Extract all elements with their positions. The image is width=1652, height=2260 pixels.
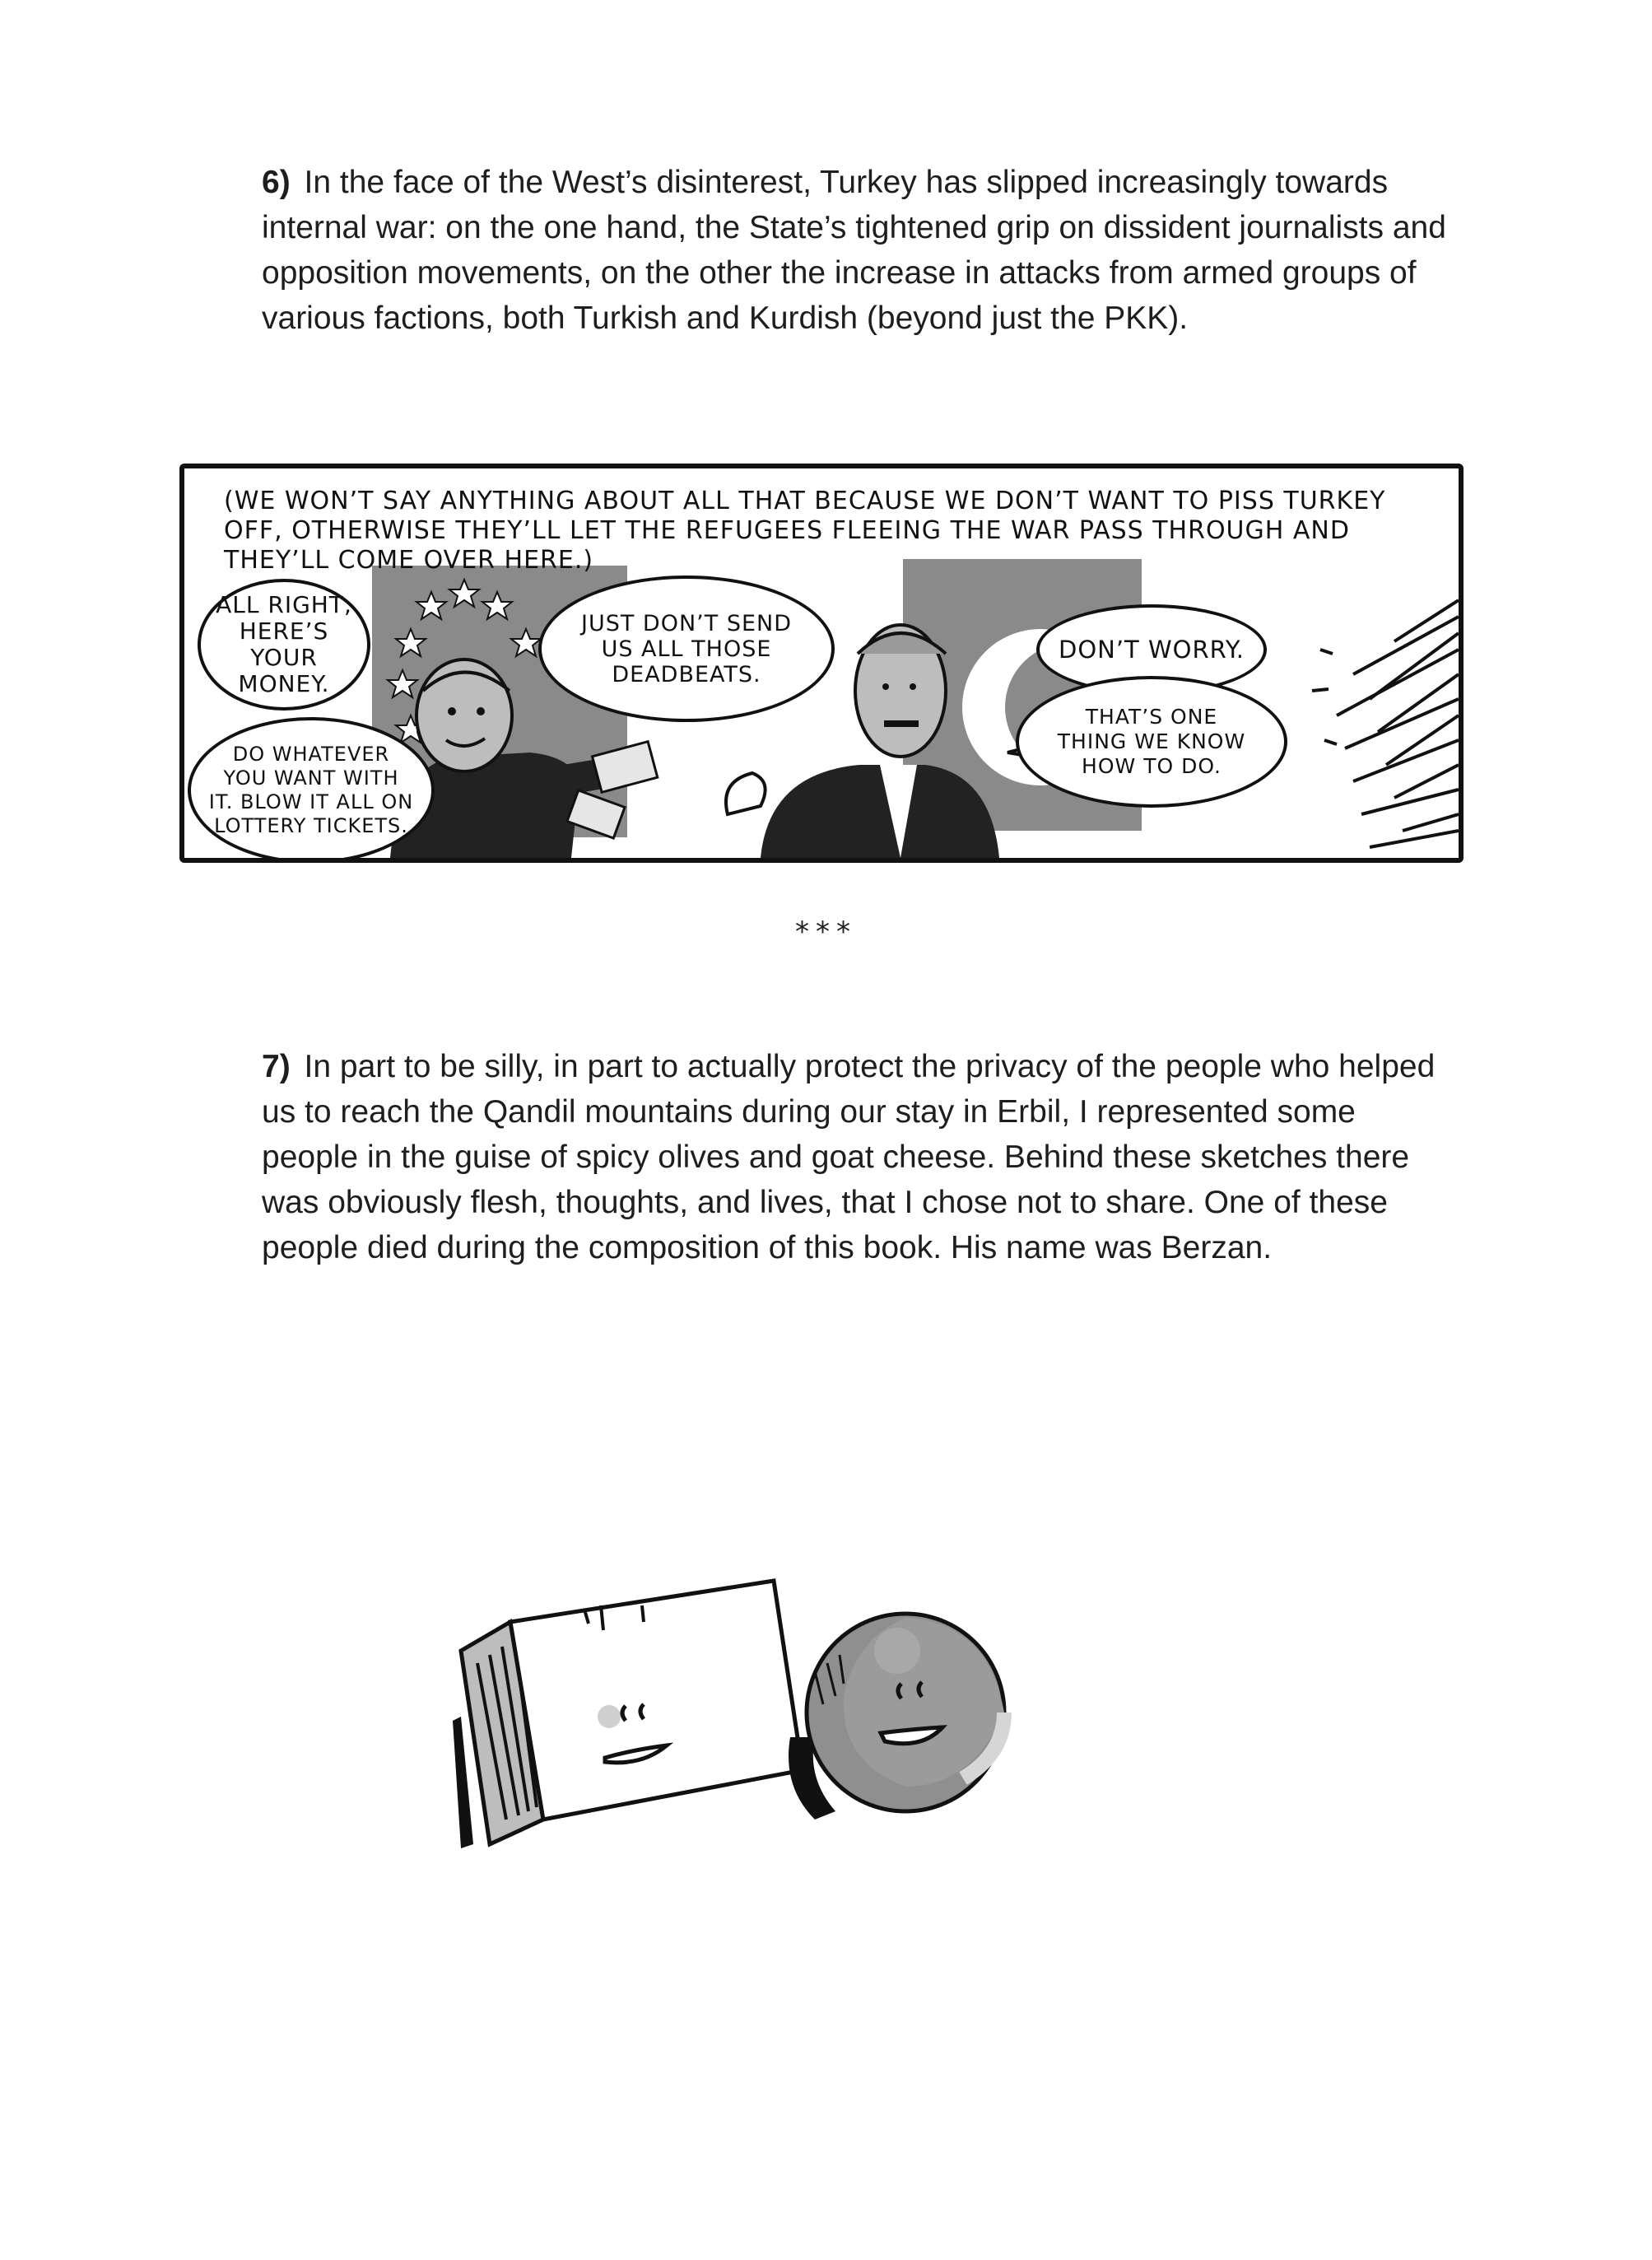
comic-caption: (WE WON’T SAY ANYTHING ABOUT ALL THAT BECAUSE WE DON’T WANT TO PISS TURKEY OFF, OTHERWISE THEY’LL LET THE REFUGEES FLEEING THE WAR PASS THROUGH AND THEY’LL COME OVER HERE.) [224, 487, 1386, 575]
speech-bubble-text: DON’T WORRY. [1058, 635, 1245, 664]
note-6-number: 6) [262, 165, 291, 200]
speech-bubble-money [198, 579, 370, 711]
cheese-and-olive-illustration [428, 1573, 1087, 1902]
comic-strip-panel [179, 464, 1464, 863]
speech-bubble-know-how [1016, 676, 1287, 808]
speech-bubble-text: DO WHATEVER YOU WANT WITH IT. BLOW IT ALL ON LOTTERY TICKETS. [208, 743, 414, 837]
speech-bubble-lottery [188, 717, 435, 863]
note-7-text: In part to be silly, in part to actually protect the privacy of the people who helped us to reach the Qandil mountains during our stay in Erbil, I represented some people in the guise of spicy olives and goat cheese. Behind these sketches there was obviously flesh, thoughts, and lives, that I chose not to share. One of these people died during the composition of this book. His name was Berzan. [262, 1049, 1436, 1265]
speech-bubble-text: JUST DON’T SEND US ALL THOSE DEADBEATS. [580, 610, 793, 687]
note-7-number: 7) [262, 1049, 291, 1084]
speech-bubble-text: ALL RIGHT, HERE’S YOUR MONEY. [216, 591, 352, 697]
impact-burst [1312, 600, 1459, 847]
goat-cheese-character [453, 1581, 803, 1848]
note-6-paragraph [262, 160, 1447, 341]
note-7-paragraph [262, 1044, 1447, 1270]
speech-bubble-deadbeats [538, 575, 835, 722]
note-6-text: In the face of the West’s disinterest, Turkey has slipped increasingly towards internal war: on the one hand, the State’s tightened grip on dissident journalists and opposition movements, on the other the increase in attacks from armed groups of various factions, both Turkish and Kurdish (beyond just the PKK). [262, 165, 1446, 336]
speech-bubble-text: THAT’S ONE THING WE KNOW HOW TO DO. [1057, 705, 1246, 778]
section-separator: *** [795, 916, 857, 948]
olive-character [789, 1614, 1004, 1820]
